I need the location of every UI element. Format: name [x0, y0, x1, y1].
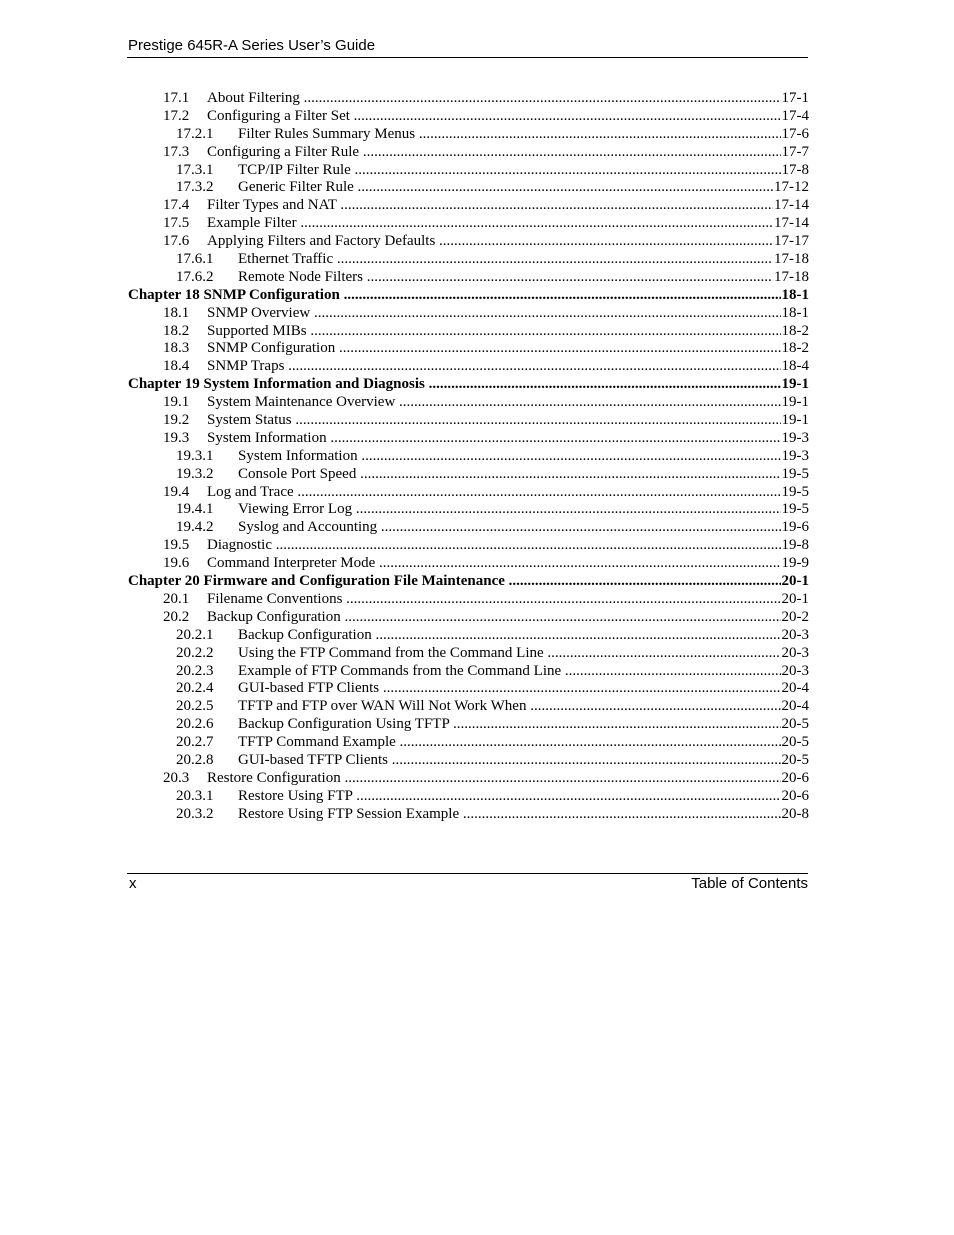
- toc-entry-title: Console Port Speed: [238, 465, 357, 482]
- toc-entry-title: Configuring a Filter Rule: [207, 143, 360, 160]
- toc-entry-leader: [128, 770, 809, 788]
- toc-entry-number: 20.2.7: [176, 734, 214, 751]
- toc-entry-leader: [128, 806, 809, 824]
- toc-entry-page: 17-8: [781, 161, 809, 178]
- toc-entry-title: GUI-based TFTP Clients: [238, 751, 388, 768]
- toc-entry-number: 18.2: [163, 322, 190, 339]
- toc-entry-number: 19.1: [163, 394, 190, 411]
- toc-entry-page: 19-1: [781, 412, 809, 429]
- toc-entry-leader: [128, 340, 809, 358]
- toc-entry-number: 19.5: [163, 537, 190, 554]
- toc-entry-page: 17-18: [774, 251, 809, 268]
- toc-entry[interactable]: [128, 484, 809, 502]
- toc-entry-page: 20-3: [781, 644, 809, 661]
- toc-entry-number: 20.2: [163, 608, 190, 625]
- toc-entry-page: 19-8: [781, 537, 809, 554]
- toc-entry-number: 19.6: [163, 555, 190, 572]
- toc-entry-number: 20.2.4: [176, 680, 214, 697]
- toc-entry-title: Backup Configuration: [238, 626, 372, 643]
- toc-entry[interactable]: [128, 645, 809, 663]
- toc-entry[interactable]: [128, 466, 809, 484]
- toc-entry-title: TFTP and FTP over WAN Will Not Work When: [238, 698, 527, 715]
- toc-entry-number: 20.2.6: [176, 716, 214, 733]
- toc-entry[interactable]: [128, 215, 809, 233]
- toc-entry-page: 19-5: [781, 501, 809, 518]
- toc-entry[interactable]: [128, 501, 809, 519]
- toc-entry-leader: [128, 162, 809, 180]
- toc-entry-title: TCP/IP Filter Rule: [238, 161, 351, 178]
- toc-entry-title: Applying Filters and Factory Defaults: [207, 233, 436, 250]
- toc-entry-title: System Information: [207, 429, 327, 446]
- toc-entry-number: 19.3.1: [176, 447, 214, 464]
- toc-entry-page: 20-4: [781, 680, 809, 697]
- toc-entry-leader: [128, 466, 809, 484]
- toc-entry[interactable]: [128, 251, 809, 269]
- toc-entry[interactable]: [128, 609, 809, 627]
- toc-entry-page: 20-3: [781, 662, 809, 679]
- toc-entry-page: 20-1: [781, 573, 809, 590]
- toc-entry-number: 17.5: [163, 215, 190, 232]
- toc-entry[interactable]: [128, 627, 809, 645]
- toc-entry-page: 18-2: [781, 322, 809, 339]
- toc-entry-number: 17.3.1: [176, 161, 214, 178]
- toc-entry-leader: [128, 215, 809, 233]
- toc-entry-number: 20.2.1: [176, 626, 214, 643]
- toc-entry-page: 17-1: [781, 90, 809, 106]
- toc-entry-page: 20-6: [781, 769, 809, 786]
- toc-entry[interactable]: [128, 430, 809, 448]
- toc-entry-title: SNMP Overview: [207, 304, 311, 321]
- toc-entry-leader: [128, 788, 809, 806]
- toc-entry-title: Restore Using FTP: [238, 787, 353, 804]
- footer-section-title: Table of Contents: [691, 875, 808, 892]
- toc-entry[interactable]: [128, 752, 809, 770]
- toc-entry-page: 19-1: [781, 394, 809, 411]
- toc-entry-title: Chapter 19 System Information and Diagnosis: [128, 376, 425, 393]
- toc-entry[interactable]: [128, 448, 809, 466]
- toc-entry-leader: [128, 394, 809, 412]
- toc-entry-page: 20-1: [781, 590, 809, 607]
- toc-entry-number: 19.4: [163, 483, 190, 500]
- toc-entry-page: 17-17: [774, 233, 809, 250]
- toc-entry-number: 20.2.3: [176, 662, 214, 679]
- toc-entry[interactable]: [128, 412, 809, 430]
- toc-entry-title: System Information: [238, 447, 358, 464]
- toc-entry[interactable]: [128, 537, 809, 555]
- toc-entry[interactable]: [128, 126, 809, 144]
- toc-entry-page: 17-14: [774, 215, 809, 232]
- toc-entry-leader: [128, 484, 809, 502]
- toc-entry-title: Log and Trace: [207, 483, 294, 500]
- toc-entry-page: 20-5: [781, 716, 809, 733]
- toc-entry-leader: [128, 287, 809, 305]
- toc-entry[interactable]: [128, 144, 809, 162]
- toc-entry-title: Restore Configuration: [207, 769, 341, 786]
- toc-entry[interactable]: [128, 197, 809, 215]
- toc-entry-title: Filter Rules Summary Menus: [238, 125, 416, 142]
- toc-entry-title: Remote Node Filters: [238, 268, 363, 285]
- toc-entry-page: 19-3: [781, 429, 809, 446]
- toc-entry-leader: [128, 126, 809, 144]
- toc-entry-leader: [128, 519, 809, 537]
- toc-entry-leader: [128, 609, 809, 627]
- toc-entry-number: 19.2: [163, 412, 190, 429]
- toc-entry[interactable]: [128, 716, 809, 734]
- toc-entry[interactable]: [128, 663, 809, 681]
- toc-entry[interactable]: [128, 698, 809, 716]
- toc-entry-page: 19-9: [781, 555, 809, 572]
- toc-entry-page: 19-6: [781, 519, 809, 536]
- toc-entry-number: 20.3.1: [176, 787, 214, 804]
- toc-entry-number: 20.1: [163, 590, 190, 607]
- toc-entry[interactable]: [128, 162, 809, 180]
- toc-entry-leader: [128, 251, 809, 269]
- toc-entry-page: 17-14: [774, 197, 809, 214]
- toc-entry[interactable]: [128, 305, 809, 323]
- toc-entry-leader: [128, 412, 809, 430]
- toc-entry-title: Diagnostic: [207, 537, 272, 554]
- toc-entry-leader: [128, 430, 809, 448]
- toc-entry-leader: [128, 233, 809, 251]
- toc-entry[interactable]: [128, 734, 809, 752]
- toc-entry-leader: [128, 269, 809, 287]
- toc-entry-title: System Status: [207, 412, 292, 429]
- toc-entry-leader: [128, 501, 809, 519]
- toc-entry-title: Example Filter: [207, 215, 297, 232]
- toc-entry-page: 20-5: [781, 751, 809, 768]
- toc-entry-title: Restore Using FTP Session Example: [238, 805, 460, 822]
- toc-entry-leader: [128, 90, 809, 108]
- toc-entry-page: 18-1: [781, 304, 809, 321]
- footer-page-number: x: [129, 875, 137, 892]
- toc-entry-number: 17.4: [163, 197, 190, 214]
- toc-entry[interactable]: [128, 90, 809, 108]
- toc-entry-leader: [128, 627, 809, 645]
- toc-entry[interactable]: [128, 680, 809, 698]
- toc-entry[interactable]: [128, 394, 809, 412]
- toc-entry-leader: [128, 752, 809, 770]
- toc-entry-page: 17-18: [774, 268, 809, 285]
- toc-entry-leader: [128, 591, 809, 609]
- toc-entry-leader: [128, 573, 809, 591]
- toc-entry[interactable]: [128, 770, 809, 788]
- toc-entry-title: Viewing Error Log: [238, 501, 353, 518]
- toc-entry-title: Backup Configuration Using TFTP: [238, 716, 450, 733]
- toc-entry-page: 18-4: [781, 358, 809, 375]
- toc-entry[interactable]: [128, 340, 809, 358]
- toc-entry-number: 19.4.1: [176, 501, 214, 518]
- toc-entry-title: TFTP Command Example: [238, 734, 396, 751]
- toc-entry-number: 19.4.2: [176, 519, 214, 536]
- toc-entry[interactable]: [128, 519, 809, 537]
- toc-entry-leader: [128, 197, 809, 215]
- toc-entry-leader: [128, 537, 809, 555]
- toc-entry[interactable]: [128, 323, 809, 341]
- toc-entry-page: 17-12: [774, 179, 809, 196]
- toc-entry-leader: [128, 323, 809, 341]
- toc-entry-title: Supported MIBs: [207, 322, 307, 339]
- toc-entry-title: Backup Configuration: [207, 608, 341, 625]
- toc-entry[interactable]: [128, 179, 809, 197]
- toc-entry-page: 19-3: [781, 447, 809, 464]
- toc-entry-title: Filename Conventions: [207, 590, 343, 607]
- toc-entry-number: 19.3: [163, 429, 190, 446]
- toc-entry-number: 17.3: [163, 143, 190, 160]
- toc-entry-title: GUI-based FTP Clients: [238, 680, 380, 697]
- toc-entry-number: 17.6.1: [176, 251, 214, 268]
- toc-entry-leader: [128, 555, 809, 573]
- toc-entry-title: Ethernet Traffic: [238, 251, 334, 268]
- toc-entry-page: 18-2: [781, 340, 809, 357]
- toc-entry-leader: [128, 448, 809, 466]
- toc-entry-number: 20.2.8: [176, 751, 214, 768]
- toc-entry-number: 17.6: [163, 233, 190, 250]
- toc-entry[interactable]: [128, 806, 809, 824]
- toc-entry[interactable]: [128, 358, 809, 376]
- toc-entry-title: Generic Filter Rule: [238, 179, 354, 196]
- toc-entry-title: About Filtering: [207, 90, 300, 106]
- toc-entry-page: 17-6: [781, 125, 809, 142]
- toc-entry-number: 19.3.2: [176, 465, 214, 482]
- toc-entry-page: 17-7: [781, 143, 809, 160]
- toc-entry[interactable]: [128, 108, 809, 126]
- toc-entry-title: Chapter 20 Firmware and Configuration File Maintenance: [128, 573, 505, 590]
- toc-entry-page: 20-5: [781, 734, 809, 751]
- toc-chapter-entry[interactable]: [128, 573, 809, 591]
- toc-entry-leader: [128, 179, 809, 197]
- toc-entry-leader: [128, 680, 809, 698]
- toc-entry-number: 17.2.1: [176, 125, 214, 142]
- toc-entry-number: 17.2: [163, 107, 190, 124]
- toc-entry[interactable]: [128, 233, 809, 251]
- toc-entry-page: 17-4: [781, 107, 809, 124]
- toc-entry[interactable]: [128, 269, 809, 287]
- toc-entry[interactable]: [128, 591, 809, 609]
- footer-rule: [127, 873, 808, 874]
- toc-chapter-entry[interactable]: [128, 287, 809, 305]
- toc-entry-leader: [128, 698, 809, 716]
- toc-entry-title: Configuring a Filter Set: [207, 107, 350, 124]
- toc-entry-page: 19-1: [781, 376, 809, 393]
- toc-entry-title: SNMP Traps: [207, 358, 285, 375]
- toc-entry-number: 20.3.2: [176, 805, 214, 822]
- toc-entry-title: Filter Types and NAT: [207, 197, 337, 214]
- toc-entry-page: 19-5: [781, 465, 809, 482]
- table-of-contents: [128, 90, 809, 824]
- toc-entry-number: 20.2.2: [176, 644, 214, 661]
- toc-entry-leader: [128, 144, 809, 162]
- header-rule: [127, 57, 808, 58]
- toc-entry-leader: [128, 108, 809, 126]
- toc-entry-page: 18-1: [781, 286, 809, 303]
- toc-entry-number: 18.3: [163, 340, 190, 357]
- toc-entry[interactable]: [128, 555, 809, 573]
- toc-entry-title: SNMP Configuration: [207, 340, 336, 357]
- toc-entry-page: 20-4: [781, 698, 809, 715]
- toc-entry-page: 19-5: [781, 483, 809, 500]
- running-header: Prestige 645R-A Series User’s Guide: [128, 37, 376, 54]
- toc-entry-leader: [128, 663, 809, 681]
- toc-entry-page: 20-6: [781, 787, 809, 804]
- toc-entry-title: Syslog and Accounting: [238, 519, 378, 536]
- toc-chapter-entry[interactable]: [128, 376, 809, 394]
- toc-entry-number: 18.4: [163, 358, 190, 375]
- toc-entry-leader: [128, 716, 809, 734]
- toc-entry-leader: [128, 376, 809, 394]
- toc-entry[interactable]: [128, 788, 809, 806]
- toc-entry-title: Example of FTP Commands from the Command Line: [238, 662, 562, 679]
- toc-entry-number: 17.6.2: [176, 268, 214, 285]
- toc-entry-title: Using the FTP Command from the Command Line: [238, 644, 544, 661]
- toc-entry-page: 20-8: [781, 805, 809, 822]
- toc-entry-leader: [128, 358, 809, 376]
- toc-entry-title: Command Interpreter Mode: [207, 555, 376, 572]
- toc-entry-title: System Maintenance Overview: [207, 394, 396, 411]
- toc-entry-number: 17.3.2: [176, 179, 214, 196]
- toc-entry-page: 20-3: [781, 626, 809, 643]
- toc-entry-number: 20.3: [163, 769, 190, 786]
- toc-entry-leader: [128, 305, 809, 323]
- toc-entry-title: Chapter 18 SNMP Configuration: [128, 286, 340, 303]
- toc-entry-number: 20.2.5: [176, 698, 214, 715]
- toc-entry-leader: [128, 645, 809, 663]
- toc-entry-page: 20-2: [781, 608, 809, 625]
- toc-entry-leader: [128, 734, 809, 752]
- toc-entry-number: 17.1: [163, 90, 190, 106]
- toc-entry-number: 18.1: [163, 304, 190, 321]
